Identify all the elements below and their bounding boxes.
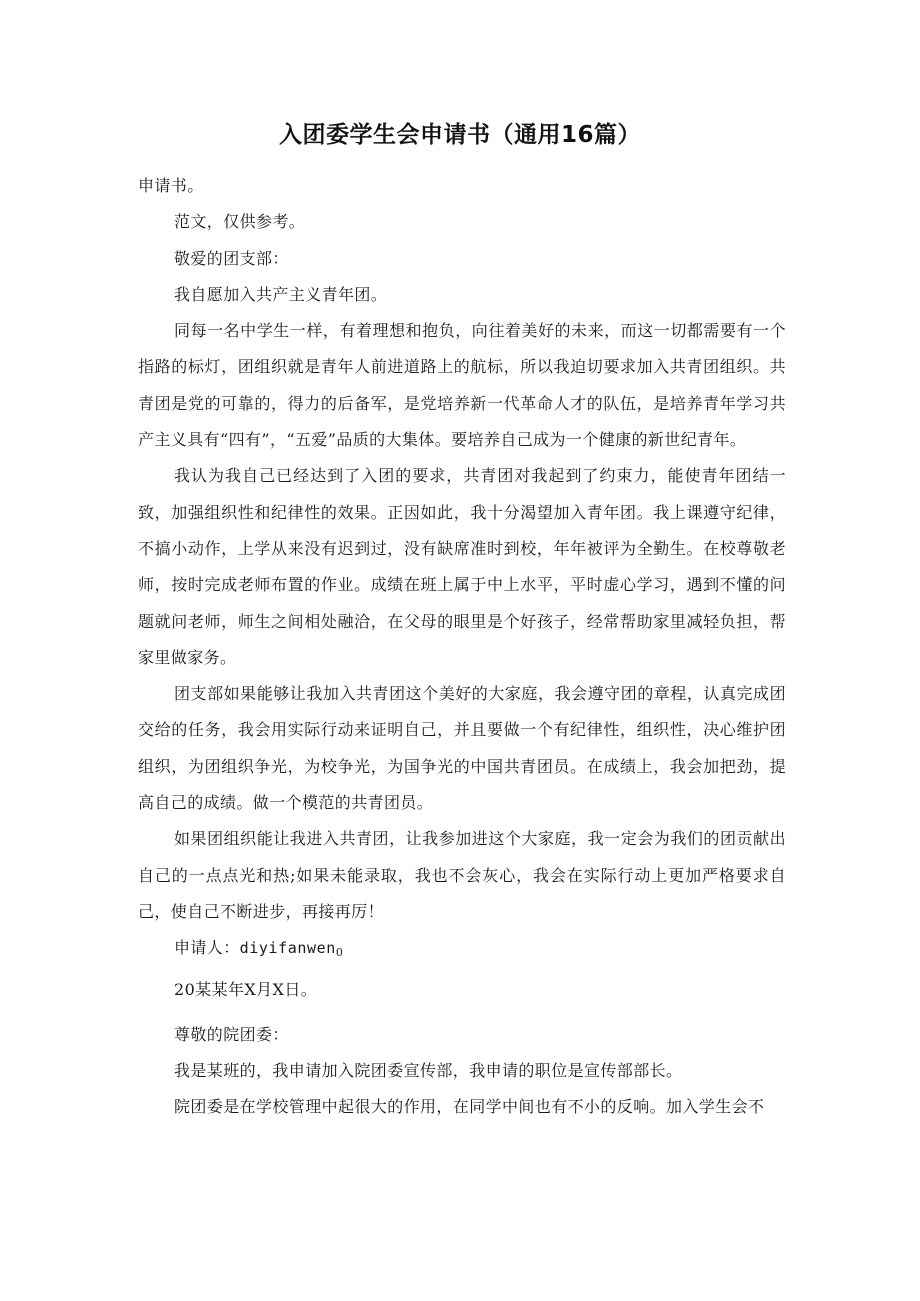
applicant-line xyxy=(138,930,786,971)
salutation: 尊敬的院团委： xyxy=(174,1024,289,1044)
paragraph: 我是某班的，我申请加入院团委宣传部，我申请的职位是宣传部部长。 xyxy=(174,1061,683,1081)
paragraph: 如果团组织能让我进入共青团，让我参加进这个大家庭，我一定会为我们的团贡献出自己的一点点光和热;如果未能录取，我也不会灰心，我会在实际行动上更加严格要求自己，使自己不断进步，再接再厉！ xyxy=(138,829,786,921)
paragraph: 我自愿加入共产主义青年团。 xyxy=(174,284,388,304)
document-title: 入团委学生会申请书（通用16篇） xyxy=(278,122,641,148)
applicant-name: diyifanwen xyxy=(239,939,336,958)
date-line: 20某某年X月X日。 xyxy=(174,979,318,999)
paragraph: 申请书。 xyxy=(138,176,204,195)
document-body xyxy=(138,168,786,1126)
paragraph: 范文，仅供参考。 xyxy=(174,212,306,232)
paragraph: 院团委是在学校管理中起很大的作用，在同学中间也有不小的反响。加入学生会不 xyxy=(174,1097,765,1117)
paragraph: 团支部如果能够让我加入共青团这个美好的大家庭，我会遵守团的章程，认真完成团交给的任务，我会用实际行动来证明自己，并且要做一个有纪律性，组织性，决心维护团组织，为团组织争光，为校争光，为国争光的中国共青团员。在成绩上，我会加把劲，提高自己的成绩。做一个模范的共青团员。 xyxy=(138,684,786,813)
applicant-suffix: 0 xyxy=(335,946,344,960)
applicant-label: 申请人： xyxy=(174,938,240,958)
paragraph: 我认为我自己已经达到了入团的要求，共青团对我起到了约束力，能使青年团结一致，加强组织性和纪律性的效果。正因如此，我十分渴望加入青年团。我上课遵守纪律，不搞小动作，上学从来没有迟到过，没有缺席准时到校，年年被评为全勤生。在校尊敬老师，按时完成老师布置的作业。成绩在班上属于中上水平，平时虚心学习，遇到不懂的问题就问老师，师生之间相处融洽，在父母的眼里是个好孩子，经常帮助家里减轻负担，帮家里做家务。 xyxy=(138,466,786,667)
paragraph: 同每一名中学生一样，有着理想和抱负，向往着美好的未来，而这一切都需要有一个指路的标灯，团组织就是青年人前进道路上的航标，所以我迫切要求加入共青团组织。共青团是党的可靠的，得力的后备军，是党培养新一代革命人才的队伍，是培养青年学习共产主义具有“四有”，“五爱”品质的大集体。要培养自己成为一个健康的新世纪青年。 xyxy=(138,321,786,450)
salutation: 敬爱的团支部： xyxy=(174,248,289,268)
